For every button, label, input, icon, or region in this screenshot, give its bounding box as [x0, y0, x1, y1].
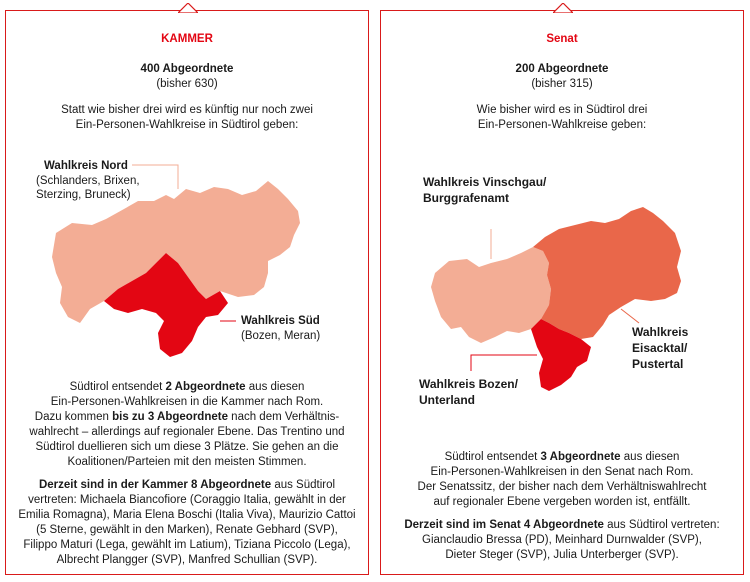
wahlkreis-bozen-label2: Unterland [419, 393, 476, 407]
kammer-seats: 400 Abgeordnete [140, 63, 234, 75]
kammer-p2-line3: Emilia Romagna), Maria Elena Boschi (Italia Viva), Maurizio Cattoi [18, 509, 356, 521]
kammer-intro-line2: Ein-Personen-Wahlkreise in Südtirol geben: [75, 119, 299, 131]
kammer-intro-line1: Statt wie bisher drei wird es künftig nur noch zwei [61, 104, 313, 116]
senat-intro-line1: Wie bisher wird es in Südtirol drei [476, 104, 648, 116]
wahlkreis-sued-detail: (Bozen, Meran) [241, 330, 321, 342]
kammer-p2-line2: vertreten: Michaela Biancofiore (Coraggio Italia, gewählt in der [28, 494, 346, 506]
wahlkreis-nord-detail1: (Schlanders, Brixen, [36, 175, 140, 187]
eisacktal-leader-line [621, 309, 639, 323]
kammer-p1-line6: Koalitionen/Parteien mit den meisten Stimmen. [67, 456, 307, 468]
kammer-p2-line4: (5 Sterne, gewählt in den Marken), Renate Gebhard (SVP), [36, 524, 338, 536]
senat-panel [380, 10, 744, 575]
senat-seats: 200 Abgeordnete [515, 63, 609, 75]
bozen-leader-line [471, 355, 537, 371]
senat-p1-line3: Der Senatssitz, der bisher nach dem Verhältniswahlrecht [417, 481, 707, 493]
senat-p2-line3: Dieter Steger (SVP), Julia Unterberger (SVP). [445, 549, 679, 561]
kammer-p2-line1: Derzeit sind in der Kammer 8 Abgeordnete aus Südtirol [38, 479, 336, 491]
senat-previous: (bisher 315) [531, 78, 593, 90]
wahlkreis-eisacktal-label2: Eisacktal/ [632, 341, 688, 355]
wahlkreis-eisacktal-region [533, 207, 681, 339]
kammer-p1-line4: wahlrecht – allerdings auf regionaler Ebene. Das Trentino und [29, 426, 345, 438]
senat-p1-line1: Südtirol entsendet 3 Abgeordnete aus diesen [444, 451, 680, 463]
senat-p1-line2: Ein-Personen-Wahlkreisen in den Senat nach Rom. [430, 466, 694, 478]
kammer-p2-line5: Filippo Maturi (Lega, gewählt im Latium), Tiziana Piccolo (Lega), [23, 539, 351, 551]
senat-p2-line2: Gianclaudio Bressa (PD), Meinhard Durnwalder (SVP), [422, 534, 702, 546]
senat-p1-line4: auf regionaler Ebene vergeben worden ist, entfällt. [433, 496, 691, 508]
wahlkreis-eisacktal-label3: Pustertal [632, 357, 684, 371]
wahlkreis-vinschgau-label2: Burggrafenamt [423, 191, 510, 205]
wahlkreis-vinschgau-label1: Wahlkreis Vinschgau/ [423, 175, 547, 189]
wahlkreis-nord-detail2: Sterzing, Bruneck) [36, 189, 131, 201]
kammer-previous: (bisher 630) [156, 78, 218, 90]
wahlkreis-nord-label: Wahlkreis Nord [44, 160, 128, 172]
kammer-p1-line5: Südtirol duellieren sich um diese 3 Plätze. Sie gehen an die [35, 441, 339, 453]
nord-leader-line [132, 165, 178, 189]
kammer-p1-line1: Südtirol entsendet 2 Abgeordnete aus diesen [69, 381, 305, 393]
senat-p2-line1: Derzeit sind im Senat 4 Abgeordnete aus Südtirol vertreten: [404, 519, 720, 531]
kammer-panel [5, 10, 369, 575]
kammer-p1-line3: Dazu kommen bis zu 3 Abgeordnete nach dem Verhältnis- [34, 411, 340, 423]
wahlkreis-sued-label: Wahlkreis Süd [241, 315, 320, 327]
senat-title: Senat [546, 33, 578, 45]
wahlkreis-bozen-label1: Wahlkreis Bozen/ [419, 377, 518, 391]
kammer-p1-line2: Ein-Personen-Wahlkreisen in die Kammer nach Rom. [50, 396, 324, 408]
kammer-p2-line6: Albrecht Plangger (SVP), Manfred Schullian (SVP). [56, 554, 318, 566]
wahlkreis-eisacktal-label1: Wahlkreis [632, 325, 689, 339]
senat-intro-line2: Ein-Personen-Wahlkreise geben: [477, 119, 647, 131]
kammer-title: KAMMER [161, 33, 213, 45]
